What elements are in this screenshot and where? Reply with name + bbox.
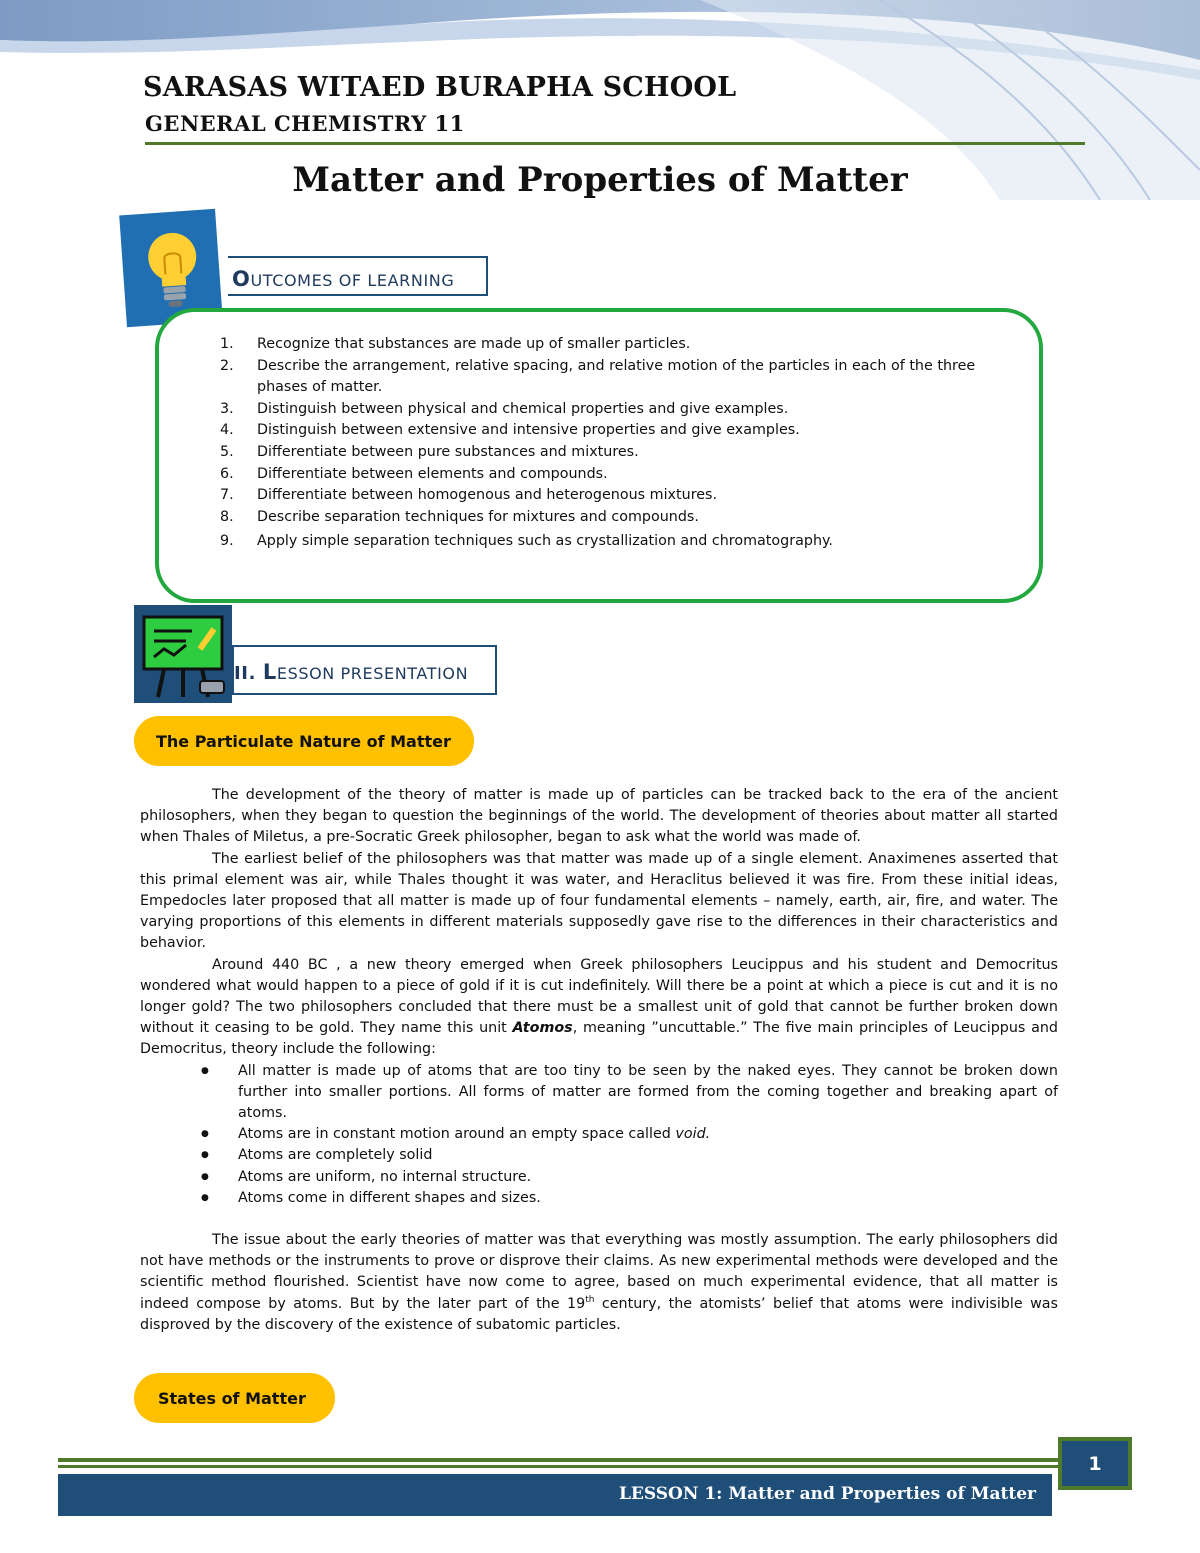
list-item: 9. Apply simple separation techniques such as crystallization and chromatography. bbox=[220, 533, 833, 550]
footer-bar bbox=[58, 1474, 1052, 1516]
section-title-particulate: The Particulate Nature of Matter bbox=[134, 716, 474, 766]
paragraph: The earliest belief of the philosophers was that matter was made up of a single element. Anaximenes asserted that this primal element was air, while Thales thought it was water, and Heraclitus believed it was fire. From these initial ideas, Empedocles later proposed that all matter is made up of four fundamental elements – namely, earth, air, fire, and water. The varying proportions of this elements in different materials supposedly gave rise to the differences in their characteristics and behavior. bbox=[140, 850, 1058, 952]
lesson-body bbox=[140, 785, 1058, 1336]
footer-lesson-label: LESSON 1: Matter and Properties of Matter bbox=[618, 1484, 1036, 1504]
list-item: 3. Distinguish between physical and chemical properties and give examples. bbox=[220, 400, 789, 417]
list-item: 5. Differentiate between pure substances and mixtures. bbox=[220, 443, 639, 460]
outcomes-list bbox=[220, 334, 1020, 553]
list-item: ● Atoms come in different shapes and sizes. bbox=[140, 1188, 1058, 1209]
page-number: 1 bbox=[1088, 1453, 1102, 1475]
footer-divider bbox=[58, 1465, 1058, 1468]
list-item: 2. Describe the arrangement, relative spacing, and relative motion of the particles in each of the three phases of matter. bbox=[220, 357, 976, 396]
list-item: ● All matter is made up of atoms that are too tiny to be seen by the naked eyes. They cannot be broken down further into smaller portions. All forms of matter are formed from the coming together and breaking apart of atoms. bbox=[140, 1061, 1058, 1125]
list-item: 1. Recognize that substances are made up of smaller particles. bbox=[220, 336, 691, 352]
footer-divider bbox=[58, 1458, 1058, 1462]
paragraph: Around 440 BC , a new theory emerged when Greek philosophers Leucippus and his student and Democritus wondered what would happen to a piece of gold if it is cut indefinitely. Will there be a point at which a piece is cut and it is no longer gold? The two philosophers concluded that there must be a smallest unit of gold that cannot be further broken down without it ceasing to be gold. They name this unit Atomos, meaning ”uncuttable.” The five main principles of Leucippus and Democritus, theory include the following: bbox=[140, 956, 1058, 1058]
list-item: ● Atoms are completely solid bbox=[140, 1145, 1058, 1166]
lesson-heading: II. LESSON PRESENTATION bbox=[232, 645, 497, 695]
course-name: GENERAL CHEMISTRY 11 bbox=[145, 111, 465, 136]
section-title-states: States of Matter bbox=[134, 1373, 335, 1423]
paragraph: The development of the theory of matter is made up of particles can be tracked back to the era of the ancient philosophers, when they began to question the beginnings of the world. The development of theories about matter all started when Thales of Miletus, a pre-Socratic Greek philosopher, began to ask what the world was made of. bbox=[140, 787, 1058, 846]
page-title: Matter and Properties of Matter bbox=[292, 160, 908, 200]
list-item: 7. Differentiate between homogenous and heterogenous mixtures. bbox=[220, 487, 718, 504]
outcomes-heading: OUTCOMES OF LEARNING bbox=[228, 256, 488, 296]
header-divider bbox=[145, 142, 1085, 145]
list-item: ● Atoms are in constant motion around an empty space called void. bbox=[140, 1124, 1058, 1145]
term-atomos: Atomos bbox=[512, 1020, 573, 1037]
school-name: SARASAS WITAED BURAPHA SCHOOL bbox=[143, 72, 737, 103]
term-void: void. bbox=[675, 1126, 711, 1143]
principles-list bbox=[140, 1061, 1058, 1209]
list-item: 6. Differentiate between elements and compounds. bbox=[220, 465, 608, 482]
list-item: 4. Distinguish between extensive and intensive properties and give examples. bbox=[220, 422, 800, 439]
presentation-board-icon bbox=[134, 605, 232, 703]
list-item: ● Atoms are uniform, no internal structure. bbox=[140, 1167, 1058, 1188]
list-item: 8. Describe separation techniques for mixtures and compounds. bbox=[220, 508, 699, 525]
paragraph: The issue about the early theories of matter was that everything was mostly assumption. The early philosophers did not have methods or the instruments to prove or disprove their claims. As new experimental methods were developed and the scientific method flourished. Scientist have now come to agree, based on much experimental evidence, that all matter is indeed compose by atoms. But by the later part of the 19th century, the atomists’ belief that atoms were indivisible was disproved by the discovery of the existence of subatomic particles. bbox=[140, 1232, 1058, 1333]
page-number-box bbox=[1058, 1437, 1132, 1490]
